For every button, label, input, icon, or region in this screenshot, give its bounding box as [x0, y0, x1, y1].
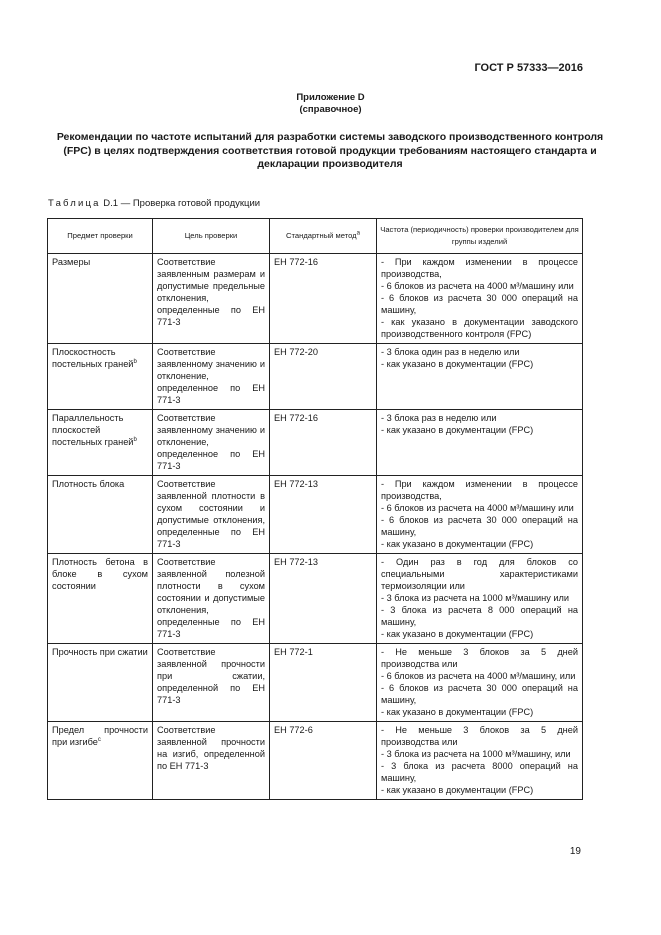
cell-frequency: [377, 476, 583, 554]
cell-subject: [48, 644, 153, 722]
cell-purpose: Соответствие заявленному значению и отклонение, определенное по ЕН 771-3: [153, 410, 270, 476]
annex-subtitle: (справочное): [299, 104, 362, 115]
table-body: [48, 254, 583, 800]
cell-method: ЕН 772-13: [270, 554, 377, 644]
cell-frequency: [377, 344, 583, 410]
table-header-row: [48, 219, 583, 254]
frequency-line: - Один раз в год для блоков со специальными характеристиками термоизоляции или: [381, 557, 578, 591]
cell-frequency: [377, 554, 583, 644]
frequency-line: - 6 блоков из расчета 30 000 операций на машину,: [381, 293, 578, 315]
frequency-line: - как указано в документации (FPC): [381, 539, 534, 549]
cell-method: ЕН 772-6: [270, 722, 377, 800]
cell-subject: [48, 476, 153, 554]
frequency-line: - Не меньше 3 блоков за 5 дней производства или: [381, 647, 578, 669]
frequency-line: - 3 блока из расчета на 1000 м³/машину, или: [381, 749, 571, 759]
annex-header: [0, 92, 661, 116]
frequency-line: - При каждом изменении в процессе производства,: [381, 257, 578, 279]
cell-method: ЕН 772-13: [270, 476, 377, 554]
cell-subject-text: Размеры: [52, 257, 91, 267]
cell-subject-text: Плоскостность постельных граней: [52, 347, 134, 369]
cell-subject-text: Предел прочности при изгибе: [52, 725, 148, 747]
cell-subject: [48, 344, 153, 410]
table-row: [48, 410, 583, 476]
table-row: [48, 344, 583, 410]
cell-subject: [48, 254, 153, 344]
cell-method: ЕН 772-16: [270, 254, 377, 344]
frequency-line: - как указано в документации (FPC): [381, 707, 534, 717]
header-method: [270, 219, 377, 254]
cell-subject: [48, 410, 153, 476]
cell-purpose: Соответствие заявленной прочности при сжатии, определенной по ЕН 771-3: [153, 644, 270, 722]
frequency-line: - 6 блоков из расчета на 4000 м³/машину, или: [381, 671, 576, 681]
cell-subject-text: Плотность бетона в блоке в сухом состоянии: [52, 557, 148, 591]
cell-purpose: Соответствие заявленной прочности на изгиб, определенной по ЕН 771-3: [153, 722, 270, 800]
cell-frequency: [377, 644, 583, 722]
cell-subject-footnote: b: [133, 358, 137, 365]
frequency-line: - 3 блока из расчета 8 000 операций на машину,: [381, 605, 578, 627]
inspection-table: [47, 218, 583, 800]
frequency-line: - 6 блоков из расчета на 4000 м³/машину или: [381, 503, 574, 513]
cell-method: ЕН 772-1: [270, 644, 377, 722]
frequency-line: - Не меньше 3 блоков за 5 дней производства или: [381, 725, 578, 747]
cell-purpose: Соответствие заявленной плотности в сухом состоянии и допустимые отклонения, определенные по ЕН 771-3: [153, 476, 270, 554]
table-caption: [48, 198, 260, 209]
header-purpose: Цель проверки: [153, 219, 270, 254]
page-number: 19: [569, 846, 581, 857]
frequency-line: - 6 блоков из расчета на 4000 м³/машину или: [381, 281, 574, 291]
cell-subject-text: Прочность при сжатии: [52, 647, 148, 657]
frequency-line: - 6 блоков из расчета 30 000 операций на машину,: [381, 683, 578, 705]
frequency-line: - 3 блока из расчета 8000 операций на машину,: [381, 761, 578, 783]
table-row: [48, 644, 583, 722]
header-subject: Предмет проверки: [48, 219, 153, 254]
header-frequency: Частота (периодичность) проверки производителем для группы изделий: [377, 219, 583, 254]
cell-method: ЕН 772-20: [270, 344, 377, 410]
cell-frequency: [377, 410, 583, 476]
cell-frequency: [377, 722, 583, 800]
header-method-text: Стандартный метод: [286, 231, 357, 240]
cell-subject-footnote: c: [97, 736, 101, 743]
cell-subject-text: Плотность блока: [52, 479, 125, 489]
frequency-line: - как указано в документации (FPC): [381, 785, 534, 795]
cell-purpose: Соответствие заявленному значению и отклонение, определенное по ЕН 771-3: [153, 344, 270, 410]
frequency-line: - При каждом изменении в процессе производства,: [381, 479, 578, 501]
frequency-line: - 3 блока из расчета на 1000 м³/машину или: [381, 593, 569, 603]
table-row: [48, 254, 583, 344]
frequency-line: - 3 блока один раз в неделю или: [381, 347, 520, 357]
frequency-line: - как указано в документации (FPC): [381, 629, 534, 639]
table-row: [48, 476, 583, 554]
frequency-line: - как указано в документации (FPC): [381, 359, 534, 369]
annex-title: Приложение D: [296, 92, 365, 103]
frequency-line: - как указано в документации (FPC): [381, 425, 534, 435]
standard-id: ГОСТ Р 57333—2016: [474, 62, 583, 74]
table-row: [48, 554, 583, 644]
cell-purpose: Соответствие заявленным размерам и допустимые предельные отклонения, определенные по ЕН 771-3: [153, 254, 270, 344]
frequency-line: - 3 блока раз в неделю или: [381, 413, 497, 423]
cell-frequency: [377, 254, 583, 344]
frequency-line: - как указано в документации заводского производственного контроля (FPC): [381, 317, 578, 339]
table-row: [48, 722, 583, 800]
section-heading: Рекомендации по частоте испытаний для разработки системы заводского производственного контроля (FPC) в целях подтверждения соответствия готовой продукции требованиям настоящего стандарта и декларации производителя: [56, 131, 604, 170]
frequency-line: - 6 блоков из расчета 30 000 операций на машину,: [381, 515, 578, 537]
table-caption-label: Таблица: [48, 198, 101, 209]
cell-method: ЕН 772-16: [270, 410, 377, 476]
cell-subject-text: Параллельность плоскостей постельных граней: [52, 413, 134, 447]
cell-subject: [48, 554, 153, 644]
table-caption-number: D.1 — Проверка готовой продукции: [103, 198, 261, 209]
header-method-footnote: a: [356, 230, 360, 237]
cell-purpose: Соответствие заявленной полезной плотности в сухом состоянии и допустимые отклонения, определенные по ЕН 771-3: [153, 554, 270, 644]
cell-subject-footnote: b: [133, 436, 137, 443]
cell-subject: [48, 722, 153, 800]
